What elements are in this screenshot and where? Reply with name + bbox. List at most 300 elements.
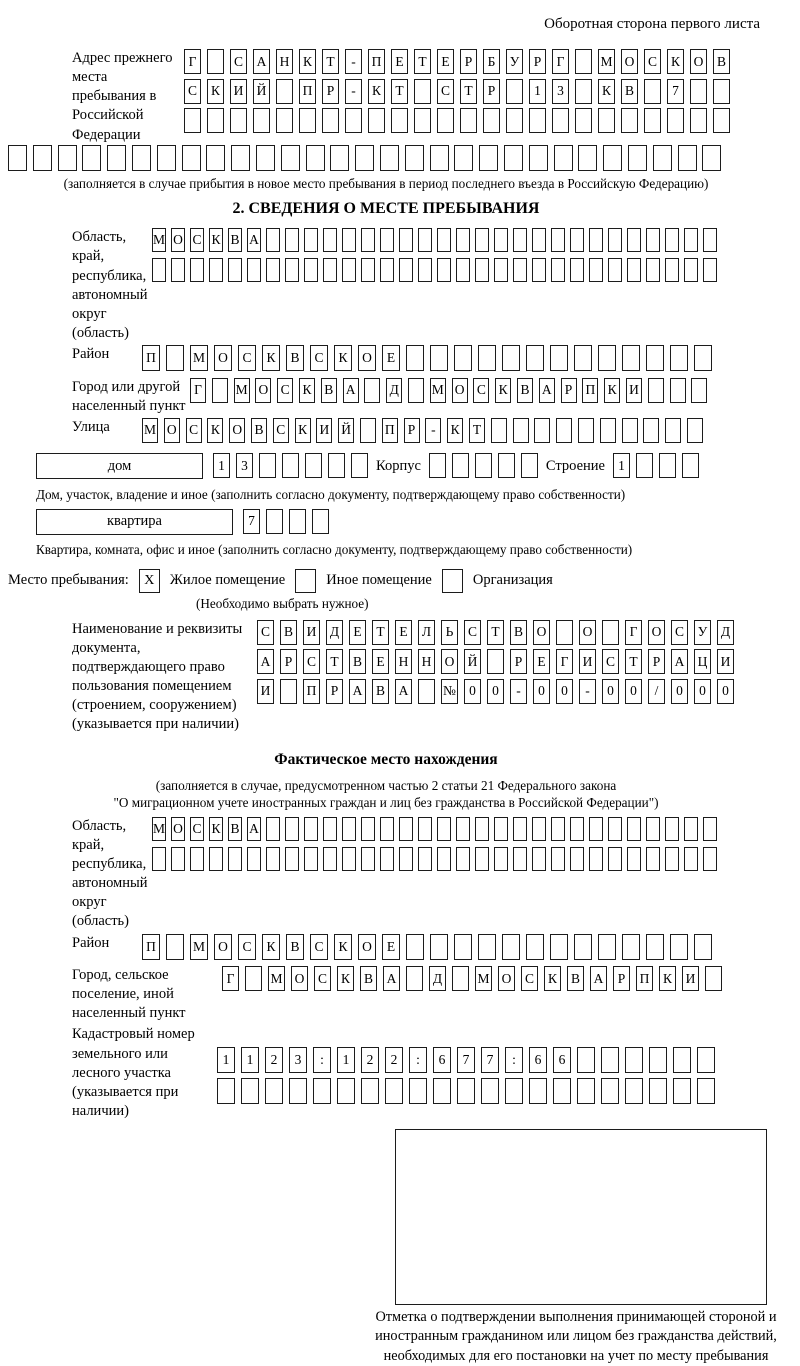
form-cell[interactable] [342, 817, 356, 841]
form-cell[interactable] [456, 847, 470, 871]
form-cell[interactable] [577, 1047, 595, 1073]
form-cell[interactable] [437, 817, 451, 841]
form-cell[interactable]: № [441, 679, 458, 704]
form-cell[interactable]: М [598, 49, 615, 74]
form-cell[interactable]: П [142, 934, 160, 960]
form-cell[interactable]: 0 [556, 679, 573, 704]
form-cell[interactable]: Ь [441, 620, 458, 645]
form-cell[interactable] [171, 258, 185, 282]
form-cell[interactable] [368, 108, 385, 133]
form-cell[interactable]: К [262, 345, 280, 371]
prev-address-row-2[interactable] [184, 79, 730, 104]
form-cell[interactable]: В [286, 934, 304, 960]
form-cell[interactable]: В [713, 49, 730, 74]
form-cell[interactable] [670, 378, 686, 403]
form-cell[interactable]: О [648, 620, 665, 645]
form-cell[interactable]: Ц [694, 649, 711, 674]
form-cell[interactable]: Г [625, 620, 642, 645]
form-cell[interactable] [622, 345, 640, 371]
form-cell[interactable]: В [251, 418, 267, 443]
form-cell[interactable] [475, 453, 492, 478]
form-cell[interactable] [33, 145, 52, 171]
form-cell[interactable] [556, 620, 573, 645]
form-cell[interactable] [521, 453, 538, 478]
form-cell[interactable]: А [247, 228, 261, 252]
form-cell[interactable] [405, 145, 424, 171]
form-cell[interactable]: К [209, 817, 223, 841]
form-cell[interactable] [399, 228, 413, 252]
form-cell[interactable] [532, 817, 546, 841]
form-cell[interactable]: А [349, 679, 366, 704]
form-cell[interactable]: - [345, 49, 362, 74]
form-cell[interactable]: О [579, 620, 596, 645]
form-cell[interactable]: В [228, 228, 242, 252]
form-cell[interactable]: М [475, 966, 492, 991]
form-cell[interactable] [682, 453, 699, 478]
form-cell[interactable]: 0 [671, 679, 688, 704]
form-cell[interactable] [408, 378, 424, 403]
form-cell[interactable] [570, 258, 584, 282]
form-cell[interactable]: Г [556, 649, 573, 674]
form-cell[interactable] [578, 145, 597, 171]
form-cell[interactable] [589, 817, 603, 841]
form-cell[interactable]: Б [483, 49, 500, 74]
apartment-cells[interactable] [243, 509, 329, 534]
form-cell[interactable] [690, 108, 707, 133]
form-cell[interactable]: М [190, 934, 208, 960]
form-cell[interactable]: Д [386, 378, 402, 403]
form-cell[interactable]: Р [404, 418, 420, 443]
form-cell[interactable] [703, 228, 717, 252]
form-cell[interactable]: Г [552, 49, 569, 74]
form-cell[interactable]: Н [418, 649, 435, 674]
form-cell[interactable] [313, 1078, 331, 1104]
form-cell[interactable] [230, 108, 247, 133]
form-cell[interactable] [304, 258, 318, 282]
form-cell[interactable]: М [152, 817, 166, 841]
form-cell[interactable] [665, 258, 679, 282]
form-cell[interactable]: : [505, 1047, 523, 1073]
form-cell[interactable] [454, 145, 473, 171]
form-cell[interactable] [364, 378, 380, 403]
form-cell[interactable] [684, 817, 698, 841]
form-cell[interactable]: 2 [361, 1047, 379, 1073]
form-cell[interactable]: О [229, 418, 245, 443]
form-cell[interactable] [391, 108, 408, 133]
form-cell[interactable] [361, 228, 375, 252]
form-cell[interactable] [323, 847, 337, 871]
form-cell[interactable] [418, 847, 432, 871]
form-cell[interactable]: А [383, 966, 400, 991]
form-cell[interactable]: С [473, 378, 489, 403]
form-cell[interactable]: Р [648, 649, 665, 674]
form-cell[interactable] [575, 49, 592, 74]
form-cell[interactable] [551, 258, 565, 282]
form-cell[interactable]: О [171, 817, 185, 841]
form-cell[interactable] [430, 145, 449, 171]
form-cell[interactable]: 2 [265, 1047, 283, 1073]
form-cell[interactable]: К [334, 345, 352, 371]
form-cell[interactable] [253, 108, 270, 133]
form-cell[interactable] [322, 108, 339, 133]
form-cell[interactable]: В [360, 966, 377, 991]
actual-region-row-2[interactable] [152, 847, 717, 871]
form-cell[interactable]: И [682, 966, 699, 991]
form-cell[interactable]: 1 [241, 1047, 259, 1073]
form-cell[interactable]: П [299, 79, 316, 104]
form-cell[interactable] [644, 108, 661, 133]
form-cell[interactable] [228, 258, 242, 282]
form-cell[interactable]: О [358, 345, 376, 371]
form-cell[interactable]: : [313, 1047, 331, 1073]
form-cell[interactable] [684, 228, 698, 252]
form-cell[interactable] [703, 847, 717, 871]
form-cell[interactable]: Р [510, 649, 527, 674]
form-cell[interactable] [646, 228, 660, 252]
checkbox-inoe[interactable] [295, 569, 316, 593]
form-cell[interactable] [437, 847, 451, 871]
form-cell[interactable] [665, 817, 679, 841]
form-cell[interactable]: К [604, 378, 620, 403]
form-cell[interactable] [670, 345, 688, 371]
form-cell[interactable] [602, 620, 619, 645]
form-cell[interactable] [570, 228, 584, 252]
form-cell[interactable]: П [582, 378, 598, 403]
form-cell[interactable]: К [207, 79, 224, 104]
form-cell[interactable] [212, 378, 228, 403]
form-cell[interactable] [456, 258, 470, 282]
form-cell[interactable]: 6 [553, 1047, 571, 1073]
form-cell[interactable]: К [495, 378, 511, 403]
form-cell[interactable]: И [626, 378, 642, 403]
form-cell[interactable]: И [303, 620, 320, 645]
form-cell[interactable] [526, 345, 544, 371]
form-cell[interactable]: Е [533, 649, 550, 674]
form-cell[interactable] [625, 1078, 643, 1104]
form-cell[interactable]: В [321, 378, 337, 403]
form-cell[interactable] [598, 934, 616, 960]
form-cell[interactable]: Н [276, 49, 293, 74]
form-cell[interactable]: Й [253, 79, 270, 104]
form-cell[interactable] [231, 145, 250, 171]
form-cell[interactable] [494, 258, 508, 282]
form-cell[interactable]: В [286, 345, 304, 371]
form-cell[interactable]: О [452, 378, 468, 403]
form-cell[interactable] [289, 1078, 307, 1104]
form-cell[interactable] [487, 649, 504, 674]
form-cell[interactable] [603, 145, 622, 171]
form-cell[interactable] [184, 108, 201, 133]
document-row-2[interactable] [257, 649, 734, 674]
form-cell[interactable]: Р [280, 649, 297, 674]
form-cell[interactable] [598, 345, 616, 371]
form-cell[interactable] [570, 817, 584, 841]
prev-address-row-1[interactable] [184, 49, 730, 74]
form-cell[interactable] [481, 1078, 499, 1104]
form-cell[interactable]: Т [469, 418, 485, 443]
form-cell[interactable]: О [291, 966, 308, 991]
form-cell[interactable]: О [690, 49, 707, 74]
form-cell[interactable] [479, 145, 498, 171]
document-row-3[interactable] [257, 679, 734, 704]
form-cell[interactable] [380, 847, 394, 871]
form-cell[interactable] [513, 258, 527, 282]
form-cell[interactable] [551, 228, 565, 252]
form-cell[interactable]: О [441, 649, 458, 674]
form-cell[interactable]: М [430, 378, 446, 403]
form-cell[interactable]: В [372, 679, 389, 704]
form-cell[interactable] [190, 847, 204, 871]
form-cell[interactable]: С [521, 966, 538, 991]
form-cell[interactable] [171, 847, 185, 871]
form-cell[interactable] [430, 934, 448, 960]
form-cell[interactable] [600, 418, 616, 443]
form-cell[interactable] [306, 145, 325, 171]
form-cell[interactable] [282, 453, 299, 478]
form-cell[interactable] [646, 817, 660, 841]
form-cell[interactable]: 0 [694, 679, 711, 704]
form-cell[interactable]: О [498, 966, 515, 991]
form-cell[interactable] [414, 108, 431, 133]
form-cell[interactable] [601, 1078, 619, 1104]
form-cell[interactable]: С [190, 228, 204, 252]
form-cell[interactable]: С [437, 79, 454, 104]
form-cell[interactable] [673, 1078, 691, 1104]
form-cell[interactable] [304, 847, 318, 871]
form-cell[interactable]: К [209, 228, 223, 252]
form-cell[interactable] [494, 847, 508, 871]
form-cell[interactable] [166, 934, 184, 960]
form-cell[interactable]: 6 [433, 1047, 451, 1073]
form-cell[interactable] [433, 1078, 451, 1104]
form-cell[interactable] [323, 258, 337, 282]
form-cell[interactable] [266, 817, 280, 841]
region-row-2[interactable] [152, 258, 717, 282]
form-cell[interactable] [665, 228, 679, 252]
form-cell[interactable] [506, 108, 523, 133]
form-cell[interactable] [622, 934, 640, 960]
form-cell[interactable]: К [262, 934, 280, 960]
form-cell[interactable] [247, 847, 261, 871]
form-cell[interactable]: 1 [217, 1047, 235, 1073]
form-cell[interactable]: К [544, 966, 561, 991]
form-cell[interactable] [152, 847, 166, 871]
form-cell[interactable]: 0 [464, 679, 481, 704]
prev-address-row-4[interactable] [8, 145, 764, 171]
form-cell[interactable] [622, 418, 638, 443]
form-cell[interactable] [608, 847, 622, 871]
form-cell[interactable]: Л [418, 620, 435, 645]
form-cell[interactable]: 0 [602, 679, 619, 704]
form-cell[interactable] [132, 145, 151, 171]
form-cell[interactable]: Й [464, 649, 481, 674]
form-cell[interactable] [532, 228, 546, 252]
form-cell[interactable]: 0 [717, 679, 734, 704]
form-cell[interactable] [385, 1078, 403, 1104]
form-cell[interactable]: В [510, 620, 527, 645]
form-cell[interactable] [265, 1078, 283, 1104]
form-cell[interactable] [241, 1078, 259, 1104]
form-cell[interactable] [285, 817, 299, 841]
korpus-cells[interactable] [429, 453, 538, 478]
form-cell[interactable] [534, 418, 550, 443]
form-cell[interactable] [351, 453, 368, 478]
form-cell[interactable]: К [667, 49, 684, 74]
form-cell[interactable]: С [238, 345, 256, 371]
form-cell[interactable] [627, 817, 641, 841]
form-cell[interactable] [690, 79, 707, 104]
actual-region-row-1[interactable] [152, 817, 717, 841]
form-cell[interactable] [323, 817, 337, 841]
form-cell[interactable]: Е [437, 49, 454, 74]
form-cell[interactable] [107, 145, 126, 171]
form-cell[interactable]: К [299, 378, 315, 403]
form-cell[interactable]: К [447, 418, 463, 443]
form-cell[interactable] [504, 145, 523, 171]
form-cell[interactable] [627, 847, 641, 871]
form-cell[interactable]: С [644, 49, 661, 74]
form-cell[interactable] [452, 453, 469, 478]
form-cell[interactable]: Д [717, 620, 734, 645]
form-cell[interactable] [691, 378, 707, 403]
form-cell[interactable] [418, 817, 432, 841]
region-row-1[interactable] [152, 228, 717, 252]
form-cell[interactable]: У [506, 49, 523, 74]
form-cell[interactable]: А [539, 378, 555, 403]
form-cell[interactable] [625, 1047, 643, 1073]
form-cell[interactable]: 3 [552, 79, 569, 104]
form-cell[interactable]: Т [322, 49, 339, 74]
form-cell[interactable]: Т [391, 79, 408, 104]
form-cell[interactable] [621, 108, 638, 133]
form-cell[interactable] [406, 345, 424, 371]
form-cell[interactable]: Р [483, 79, 500, 104]
form-cell[interactable] [206, 145, 225, 171]
form-cell[interactable]: Н [395, 649, 412, 674]
form-cell[interactable] [529, 1078, 547, 1104]
form-cell[interactable] [305, 453, 322, 478]
form-cell[interactable] [684, 258, 698, 282]
form-cell[interactable] [703, 258, 717, 282]
form-cell[interactable]: Р [561, 378, 577, 403]
form-cell[interactable]: : [409, 1047, 427, 1073]
form-cell[interactable] [608, 258, 622, 282]
form-cell[interactable] [550, 345, 568, 371]
form-cell[interactable]: А [395, 679, 412, 704]
form-cell[interactable] [697, 1047, 715, 1073]
form-cell[interactable] [667, 108, 684, 133]
form-cell[interactable] [578, 418, 594, 443]
form-cell[interactable] [454, 934, 472, 960]
form-cell[interactable] [601, 1047, 619, 1073]
form-cell[interactable]: В [280, 620, 297, 645]
form-cell[interactable] [361, 847, 375, 871]
form-cell[interactable] [209, 847, 223, 871]
form-cell[interactable]: С [303, 649, 320, 674]
form-cell[interactable]: С [184, 79, 201, 104]
cadastral-row-1[interactable] [217, 1047, 715, 1073]
form-cell[interactable] [646, 934, 664, 960]
form-cell[interactable] [457, 1078, 475, 1104]
form-cell[interactable]: М [234, 378, 250, 403]
form-cell[interactable] [312, 509, 329, 534]
district-row[interactable] [142, 345, 712, 371]
form-cell[interactable]: - [345, 79, 362, 104]
form-cell[interactable] [245, 966, 262, 991]
form-cell[interactable] [673, 1047, 691, 1073]
form-cell[interactable]: П [303, 679, 320, 704]
form-cell[interactable] [323, 228, 337, 252]
form-cell[interactable] [247, 258, 261, 282]
form-cell[interactable] [570, 847, 584, 871]
form-cell[interactable] [665, 847, 679, 871]
form-cell[interactable]: К [299, 49, 316, 74]
form-cell[interactable]: К [337, 966, 354, 991]
form-cell[interactable] [697, 1078, 715, 1104]
form-cell[interactable] [299, 108, 316, 133]
form-cell[interactable] [418, 679, 435, 704]
form-cell[interactable]: Р [529, 49, 546, 74]
form-cell[interactable]: К [207, 418, 223, 443]
form-cell[interactable] [644, 79, 661, 104]
form-cell[interactable]: Г [190, 378, 206, 403]
cadastral-row-2[interactable] [217, 1078, 715, 1104]
form-cell[interactable]: С [190, 817, 204, 841]
house-number-cells[interactable] [213, 453, 368, 478]
form-cell[interactable] [575, 108, 592, 133]
form-cell[interactable]: В [349, 649, 366, 674]
form-cell[interactable]: - [510, 679, 527, 704]
form-cell[interactable] [342, 847, 356, 871]
form-cell[interactable] [399, 847, 413, 871]
checkbox-zhiloe[interactable]: X [139, 569, 160, 593]
form-cell[interactable]: 6 [529, 1047, 547, 1073]
form-cell[interactable]: С [310, 345, 328, 371]
form-cell[interactable] [526, 934, 544, 960]
form-cell[interactable] [670, 934, 688, 960]
form-cell[interactable] [452, 966, 469, 991]
form-cell[interactable]: С [602, 649, 619, 674]
form-cell[interactable]: / [648, 679, 665, 704]
form-cell[interactable] [694, 345, 712, 371]
form-cell[interactable] [529, 108, 546, 133]
form-cell[interactable] [337, 1078, 355, 1104]
form-cell[interactable]: 7 [667, 79, 684, 104]
form-cell[interactable] [646, 345, 664, 371]
form-cell[interactable] [475, 847, 489, 871]
form-cell[interactable] [532, 258, 546, 282]
form-cell[interactable] [280, 679, 297, 704]
form-cell[interactable] [399, 817, 413, 841]
form-cell[interactable] [281, 145, 300, 171]
form-cell[interactable]: В [517, 378, 533, 403]
form-cell[interactable] [643, 418, 659, 443]
form-cell[interactable] [653, 145, 672, 171]
form-cell[interactable] [276, 108, 293, 133]
form-cell[interactable] [456, 228, 470, 252]
form-cell[interactable] [702, 145, 721, 171]
form-cell[interactable] [513, 228, 527, 252]
form-cell[interactable]: А [257, 649, 274, 674]
form-cell[interactable] [285, 258, 299, 282]
form-cell[interactable] [266, 258, 280, 282]
form-cell[interactable] [380, 145, 399, 171]
form-cell[interactable]: О [171, 228, 185, 252]
form-cell[interactable] [506, 79, 523, 104]
city-row[interactable] [190, 378, 707, 403]
form-cell[interactable] [478, 934, 496, 960]
form-cell[interactable]: И [257, 679, 274, 704]
